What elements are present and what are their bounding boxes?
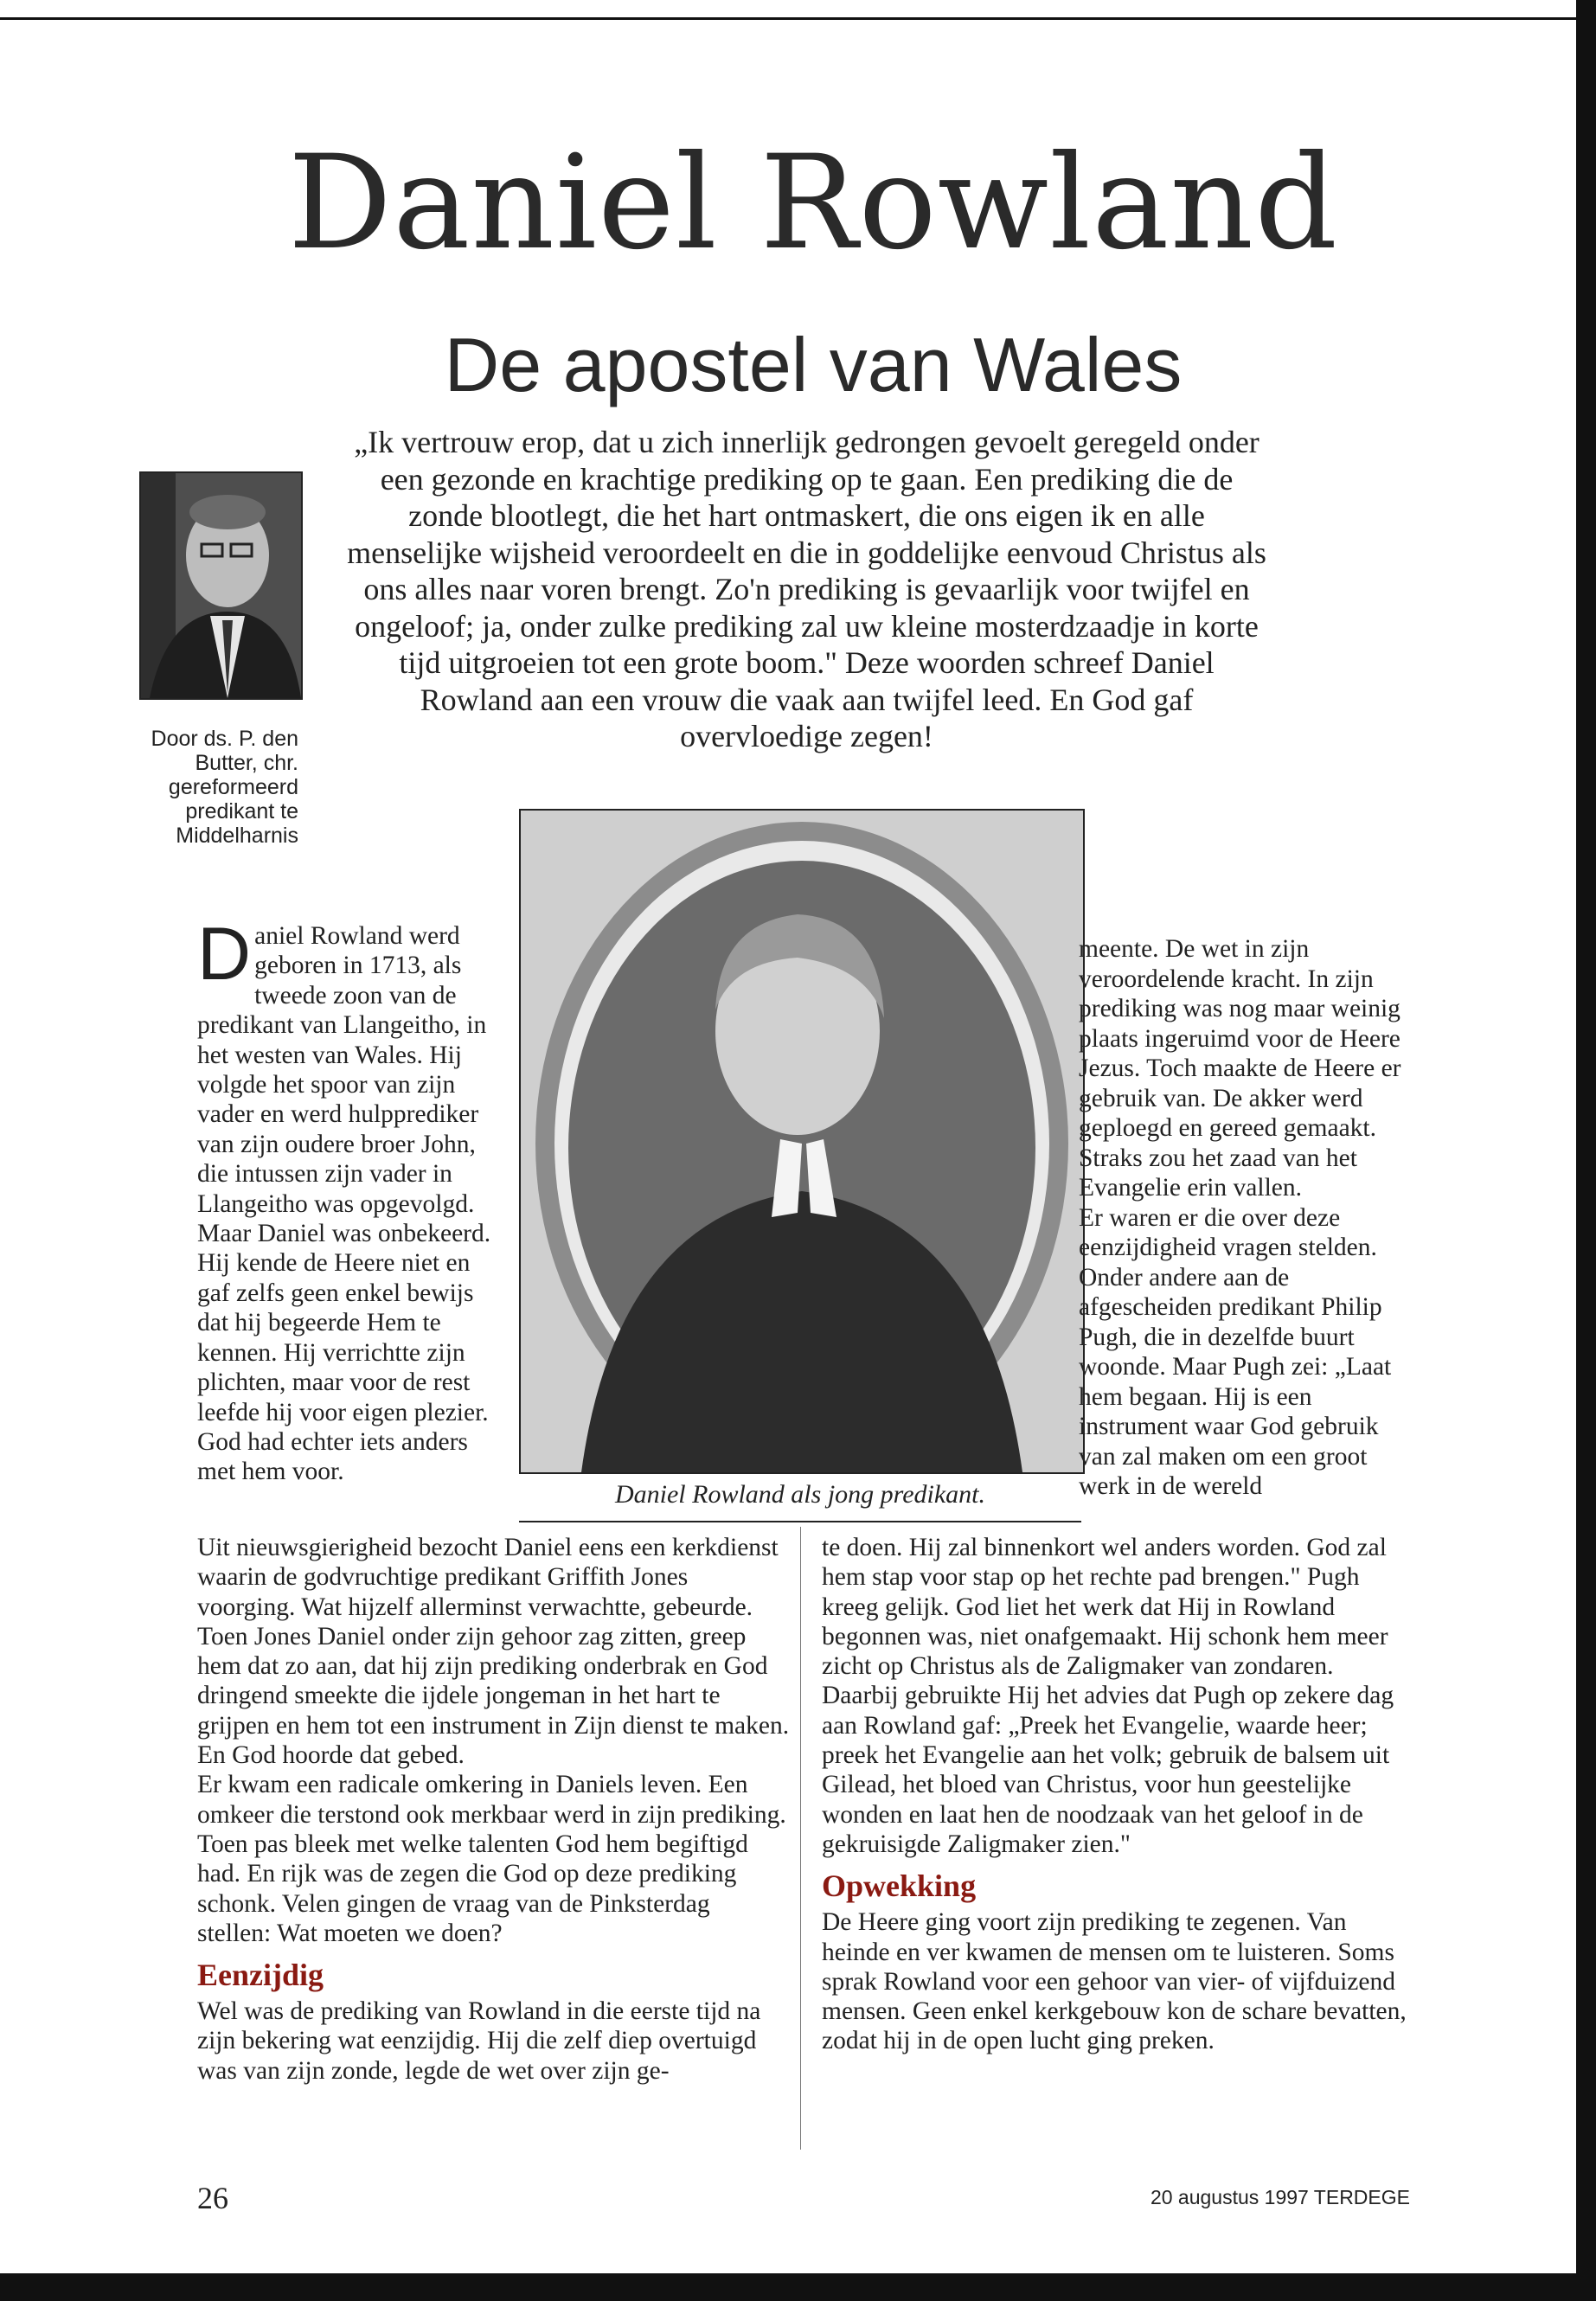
drop-cap: D xyxy=(197,913,252,996)
author-photo xyxy=(139,471,303,700)
paragraph: meente. De wet in zijn veroordelende kracht. In zijn prediking was nog maar weinig plaats ingeruimd voor de Heere Jezus. Toch maakte de Heere er gebruik van. De akker werd geploegd en gereed gemaakt. Straks zou het zaad van het Evangelie erin vallen. xyxy=(1079,935,1401,1202)
paragraph: Maar Daniel was onbekeerd. Hij kende de Heere niet en gaf zelfs geen enkel bewijs dat hij begeerde Hem te kennen. Hij verrichtte zijn plichten, maar voor de rest leefde hij voor eigen plezier. God had echter iets anders met hem voor. xyxy=(197,1220,491,1486)
body-column-left-bottom xyxy=(197,1533,790,2086)
publication-date: 20 augustus 1997 TERDEGE xyxy=(1150,2186,1410,2208)
intro-quote: „Ik vertrouw erop, dat u zich innerlijk gedrongen gevoelt geregeld onder een gezonde en krachtige prediking op te gaan. Een prediking die de zonde blootlegt, die het hart ontmaskert, die ons eigen ik en alle menselijke wijsheid veroordeelt en die in goddelijke eenvoud Christus als ons alles naar voren brengt. Zo'n prediking is gevaarlijk voor twijfel en ongeloof; ja, onder zulke prediking zal uw kleine mosterdzaadje in korte tijd uitgroeien tot een grote boom." Deze woorden schreef Daniel Rowland aan een vrouw die vaak aan twijfel leed. En God gaf overvloedige zegen! xyxy=(347,425,1266,753)
paragraph-intro: Daniel Rowland werd geboren in 1713, als tweede zoon van de predikant van Llangeitho, in het westen van Wales. Hij volgde het spoor van zijn vader en werd hulpprediker van zijn oudere broer John, die intussen zijn vader in Llangeitho was opgevolgd. xyxy=(197,913,487,1218)
section-heading-eenzijdig: Eenzijdig xyxy=(197,1958,324,1993)
portrait-image xyxy=(521,811,1083,1472)
portrait-caption: Daniel Rowland als jong predikant. xyxy=(614,1480,986,1509)
caption-divider xyxy=(519,1521,1081,1522)
top-border xyxy=(0,17,1596,20)
page-number: 26 xyxy=(197,2181,228,2215)
article-title: Daniel Rowland xyxy=(287,128,1339,279)
body-column-right-bottom xyxy=(822,1533,1412,2056)
paragraph: te doen. Hij zal binnenkort wel anders worden. God zal hem stap voor stap op het rechte pad brengen." Pugh kreeg gelijk. God liet het werk dat Hij in Rowland begonnen was, niet onafgemaakt. Hij schonk hem meer zicht op Christus als de Zaligmaker van zondaren. Daarbij gebruikte Hij het advies dat Pugh op zekere dag aan Rowland gaf: „Preek het Evangelie, waarde heer; preek het Evangelie aan het volk; gebruik de balsem uit Gilead, het bloed van Christus, voor hun geestelijke wonden en laat hen de noodzaak van het geloof in de gekruisigde Zaligmaker zien." xyxy=(822,1534,1394,1858)
portrait-engraving xyxy=(519,809,1085,1474)
author-caption: Door ds. P. den Butter, chr. gereformeerd predikant te Middelharnis xyxy=(151,727,298,848)
column-divider xyxy=(800,1527,801,2150)
paragraph: Uit nieuwsgierigheid bezocht Daniel eens een kerkdienst waarin de godvruchtige predikant Griffith Jones voorging. Wat hijzelf allerminst verwachtte, gebeurde. Toen Jones Daniel onder zijn gehoor zag zitten, greep hem dat zo aan, dat hij zijn prediking onderbrak en God dringend smeekte die ijdele jongeman in het hart te grijpen en hem tot een instrument in Zijn dienst te maken. En God hoorde dat gebed. xyxy=(197,1534,790,1770)
section-heading-opwekking: Opwekking xyxy=(822,1868,977,1904)
paragraph: Er kwam een radicale omkering in Daniels leven. Een omkeer die terstond ook merkbaar werd in zijn prediking. Toen pas bleek met welke talenten God hem begiftigd had. En rijk was de zegen die God op deze prediking schonk. Velen gingen de vraag van de Pinksterdag stellen: Wat moeten we doen? xyxy=(197,1771,786,1947)
author-photo-image xyxy=(141,473,301,698)
bottom-border xyxy=(0,2273,1596,2301)
article-subtitle: De apostel van Wales xyxy=(444,322,1183,407)
paragraph: Er waren er die over deze eenzijdigheid vragen stelden. Onder andere aan de afgescheiden predikant Philip Pugh, die in dezelfde buurt woonde. Maar Pugh zei: „Laat hem begaan. Hij is een instrument waar God gebruik van zal maken om een groot werk in de wereld xyxy=(1079,1203,1392,1500)
body-column-right-top xyxy=(1079,934,1412,1502)
paragraph: Wel was de prediking van Rowland in die eerste tijd na zijn bekering wat eenzijdig. Hij die zelf diep overtuigd was van zijn zonde, legde de wet over zijn ge- xyxy=(197,1997,761,2085)
right-border xyxy=(1576,0,1596,2301)
paragraph: De Heere ging voort zijn prediking te zegenen. Van heinde en ver kwamen de mensen om te luisteren. Soms sprak Rowland voor een gehoor van vier- of vijfduizend mensen. Geen enkel kerkgebouw kon de schare bevatten, zodat hij in de open lucht ging preken. xyxy=(822,1908,1407,2055)
body-column-left-top xyxy=(197,913,504,1487)
